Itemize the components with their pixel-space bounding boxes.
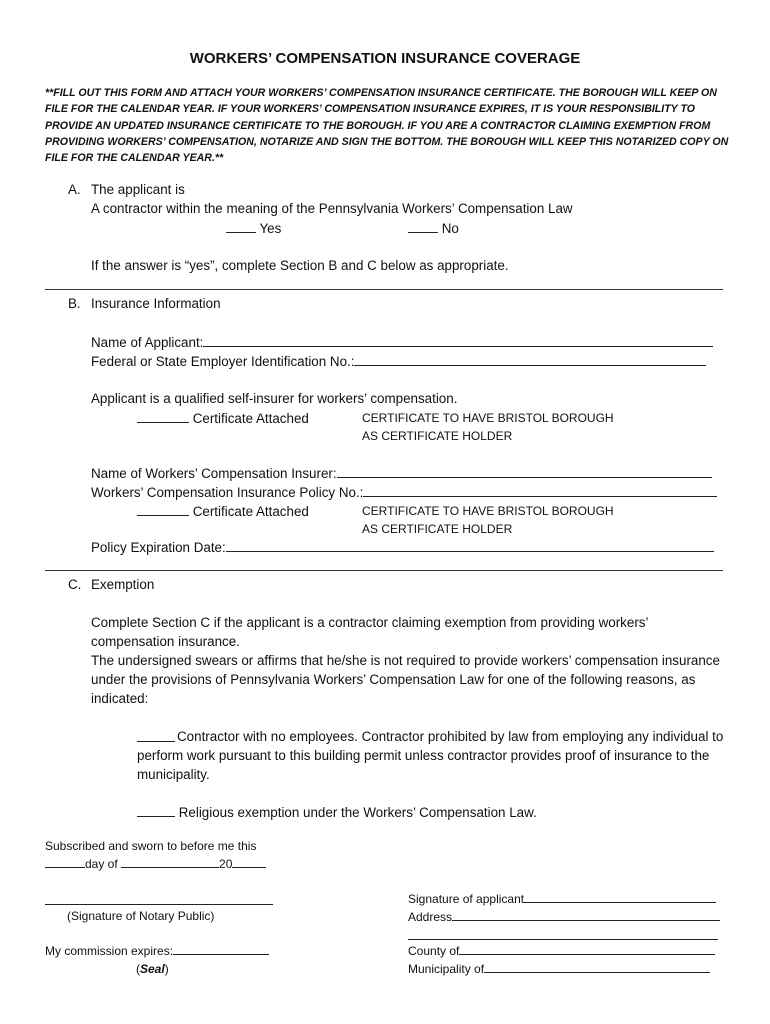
applicant-name-label: Name of Applicant:: [91, 335, 204, 350]
no-blank[interactable]: [408, 219, 438, 233]
section-a-letter: A.: [68, 182, 81, 197]
year-prefix: 20: [219, 857, 233, 871]
municipality-label: Municipality of: [408, 962, 485, 976]
no-option[interactable]: [408, 219, 459, 237]
exemption-option-religious[interactable]: [137, 803, 537, 821]
expiration-field[interactable]: [226, 538, 714, 552]
applicant-signature-field[interactable]: [524, 891, 716, 903]
commission-row: [45, 943, 269, 959]
insurer-name-row: [91, 464, 712, 482]
section-c-paragraph: Complete Section C if the applicant is a contractor claiming exemption from providing workers’ compensation insurance.: [91, 615, 648, 649]
county-row: [408, 943, 715, 959]
insurer-name-field[interactable]: [337, 464, 712, 478]
sworn-year-field[interactable]: [232, 856, 266, 868]
contractor-question: A contractor within the meaning of the Pennsylvania Workers’ Compensation Law: [91, 201, 573, 216]
notary-signature-label: (Signature of Notary Public): [67, 909, 215, 923]
certificate-holder-note: AS CERTIFICATE HOLDER: [362, 429, 513, 443]
address-label: Address: [408, 910, 453, 924]
section-divider: [45, 289, 723, 290]
notary-signature-field[interactable]: [45, 904, 273, 905]
certificate-holder-note: CERTIFICATE TO HAVE BRISTOL BOROUGH: [362, 411, 614, 425]
policy-number-label: Workers’ Compensation Insurance Policy No.:: [91, 485, 364, 500]
seal-text: Seal: [140, 962, 165, 976]
expiration-row: [91, 538, 714, 556]
section-divider: [45, 570, 723, 571]
religious-text: Religious exemption under the Workers’ Compensation Law.: [178, 805, 537, 820]
policy-number-field[interactable]: [363, 483, 717, 497]
county-field[interactable]: [459, 943, 715, 955]
certificate-holder-note: AS CERTIFICATE HOLDER: [362, 522, 513, 536]
yes-label: Yes: [259, 221, 282, 236]
certificate-attached-blank[interactable]: [137, 409, 189, 423]
municipality-field[interactable]: [484, 961, 710, 973]
applicant-signature-label: Signature of applicant: [408, 892, 525, 906]
yes-blank[interactable]: [226, 219, 256, 233]
no-employees-text: Contractor with no employees. Contractor prohibited by law from employing any individual to perform work pursuant to this building permit unless contractor provides proof of insurance to the municipality.: [137, 729, 724, 782]
applicant-signature-row: [408, 891, 716, 907]
section-b-heading: Insurance Information: [91, 296, 221, 311]
insurer-certificate-option[interactable]: [137, 502, 309, 520]
religious-blank[interactable]: [137, 803, 175, 817]
section-a-instruction: If the answer is “yes”, complete Section B and C below as appropriate.: [91, 258, 509, 273]
day-of-label: day of: [85, 857, 118, 871]
section-c-affirmation: The undersigned swears or affirms that he/she is not required to provide workers’ compensation insurance under the provisions of Pennsylvania Workers’ Compensation Law for one of the following reasons, as indicated:: [91, 653, 720, 706]
county-label: County of: [408, 944, 460, 958]
section-c-letter: C.: [68, 577, 82, 592]
fein-row: [91, 352, 706, 370]
commission-field[interactable]: [173, 943, 269, 955]
form-title: WORKERS’ COMPENSATION INSURANCE COVERAGE: [189, 50, 581, 67]
fein-field[interactable]: [354, 352, 706, 366]
form-notice: **FILL OUT THIS FORM AND ATTACH YOUR WORKERS’ COMPENSATION INSURANCE CERTIFICATE. THE BOROUGH WILL KEEP ON FILE FOR THE CALENDAR YEAR. IF YOUR WORKERS’ COMPENSATION INSURANCE EXPIRES, IT IS YOUR RESPONSIBILITY TO PROVIDE AN UPDATED INSURANCE CERTIFICATE TO THE BOROUGH. IF YOU ARE A CONTRACTOR CLAIMING EXEMPTION FROM PROVIDING WORKERS’ COMPENSATION, NOTARIZE AND SIGN THE BOTTOM. THE BOROUGH WILL KEEP THIS NOTARIZED COPY ON FILE FOR THE CALENDAR YEAR.**: [45, 87, 729, 165]
commission-label: My commission expires:: [45, 944, 174, 958]
section-c-heading: Exemption: [91, 577, 155, 592]
expiration-label: Policy Expiration Date:: [91, 540, 226, 555]
certificate-attached-blank[interactable]: [137, 502, 189, 516]
applicant-name-field[interactable]: [203, 333, 713, 347]
insurer-name-label: Name of Workers’ Compensation Insurer:: [91, 466, 337, 481]
certificate-attached-label: Certificate Attached: [192, 504, 309, 519]
sworn-statement: Subscribed and sworn to before me this: [45, 839, 257, 853]
certificate-holder-note: CERTIFICATE TO HAVE BRISTOL BOROUGH: [362, 504, 614, 518]
policy-number-row: [91, 483, 717, 501]
self-insurer-certificate-option[interactable]: [137, 409, 309, 427]
section-b-letter: B.: [68, 296, 81, 311]
self-insurer-text: Applicant is a qualified self-insurer for workers’ compensation.: [91, 391, 458, 406]
sworn-date-row: [45, 856, 266, 872]
address-row: [408, 909, 720, 925]
certificate-attached-label: Certificate Attached: [192, 411, 309, 426]
municipality-row: [408, 961, 710, 977]
address-line-2-field[interactable]: [408, 939, 718, 940]
yes-option[interactable]: [226, 219, 281, 237]
fein-label: Federal or State Employer Identification No.:: [91, 354, 355, 369]
address-field[interactable]: [452, 909, 720, 921]
no-label: No: [441, 221, 459, 236]
seal-label: (Seal): [136, 962, 169, 976]
section-a-heading: The applicant is: [91, 182, 185, 197]
sworn-day-field[interactable]: [45, 856, 85, 868]
sworn-month-field[interactable]: [121, 856, 219, 868]
applicant-name-row: [91, 333, 713, 351]
